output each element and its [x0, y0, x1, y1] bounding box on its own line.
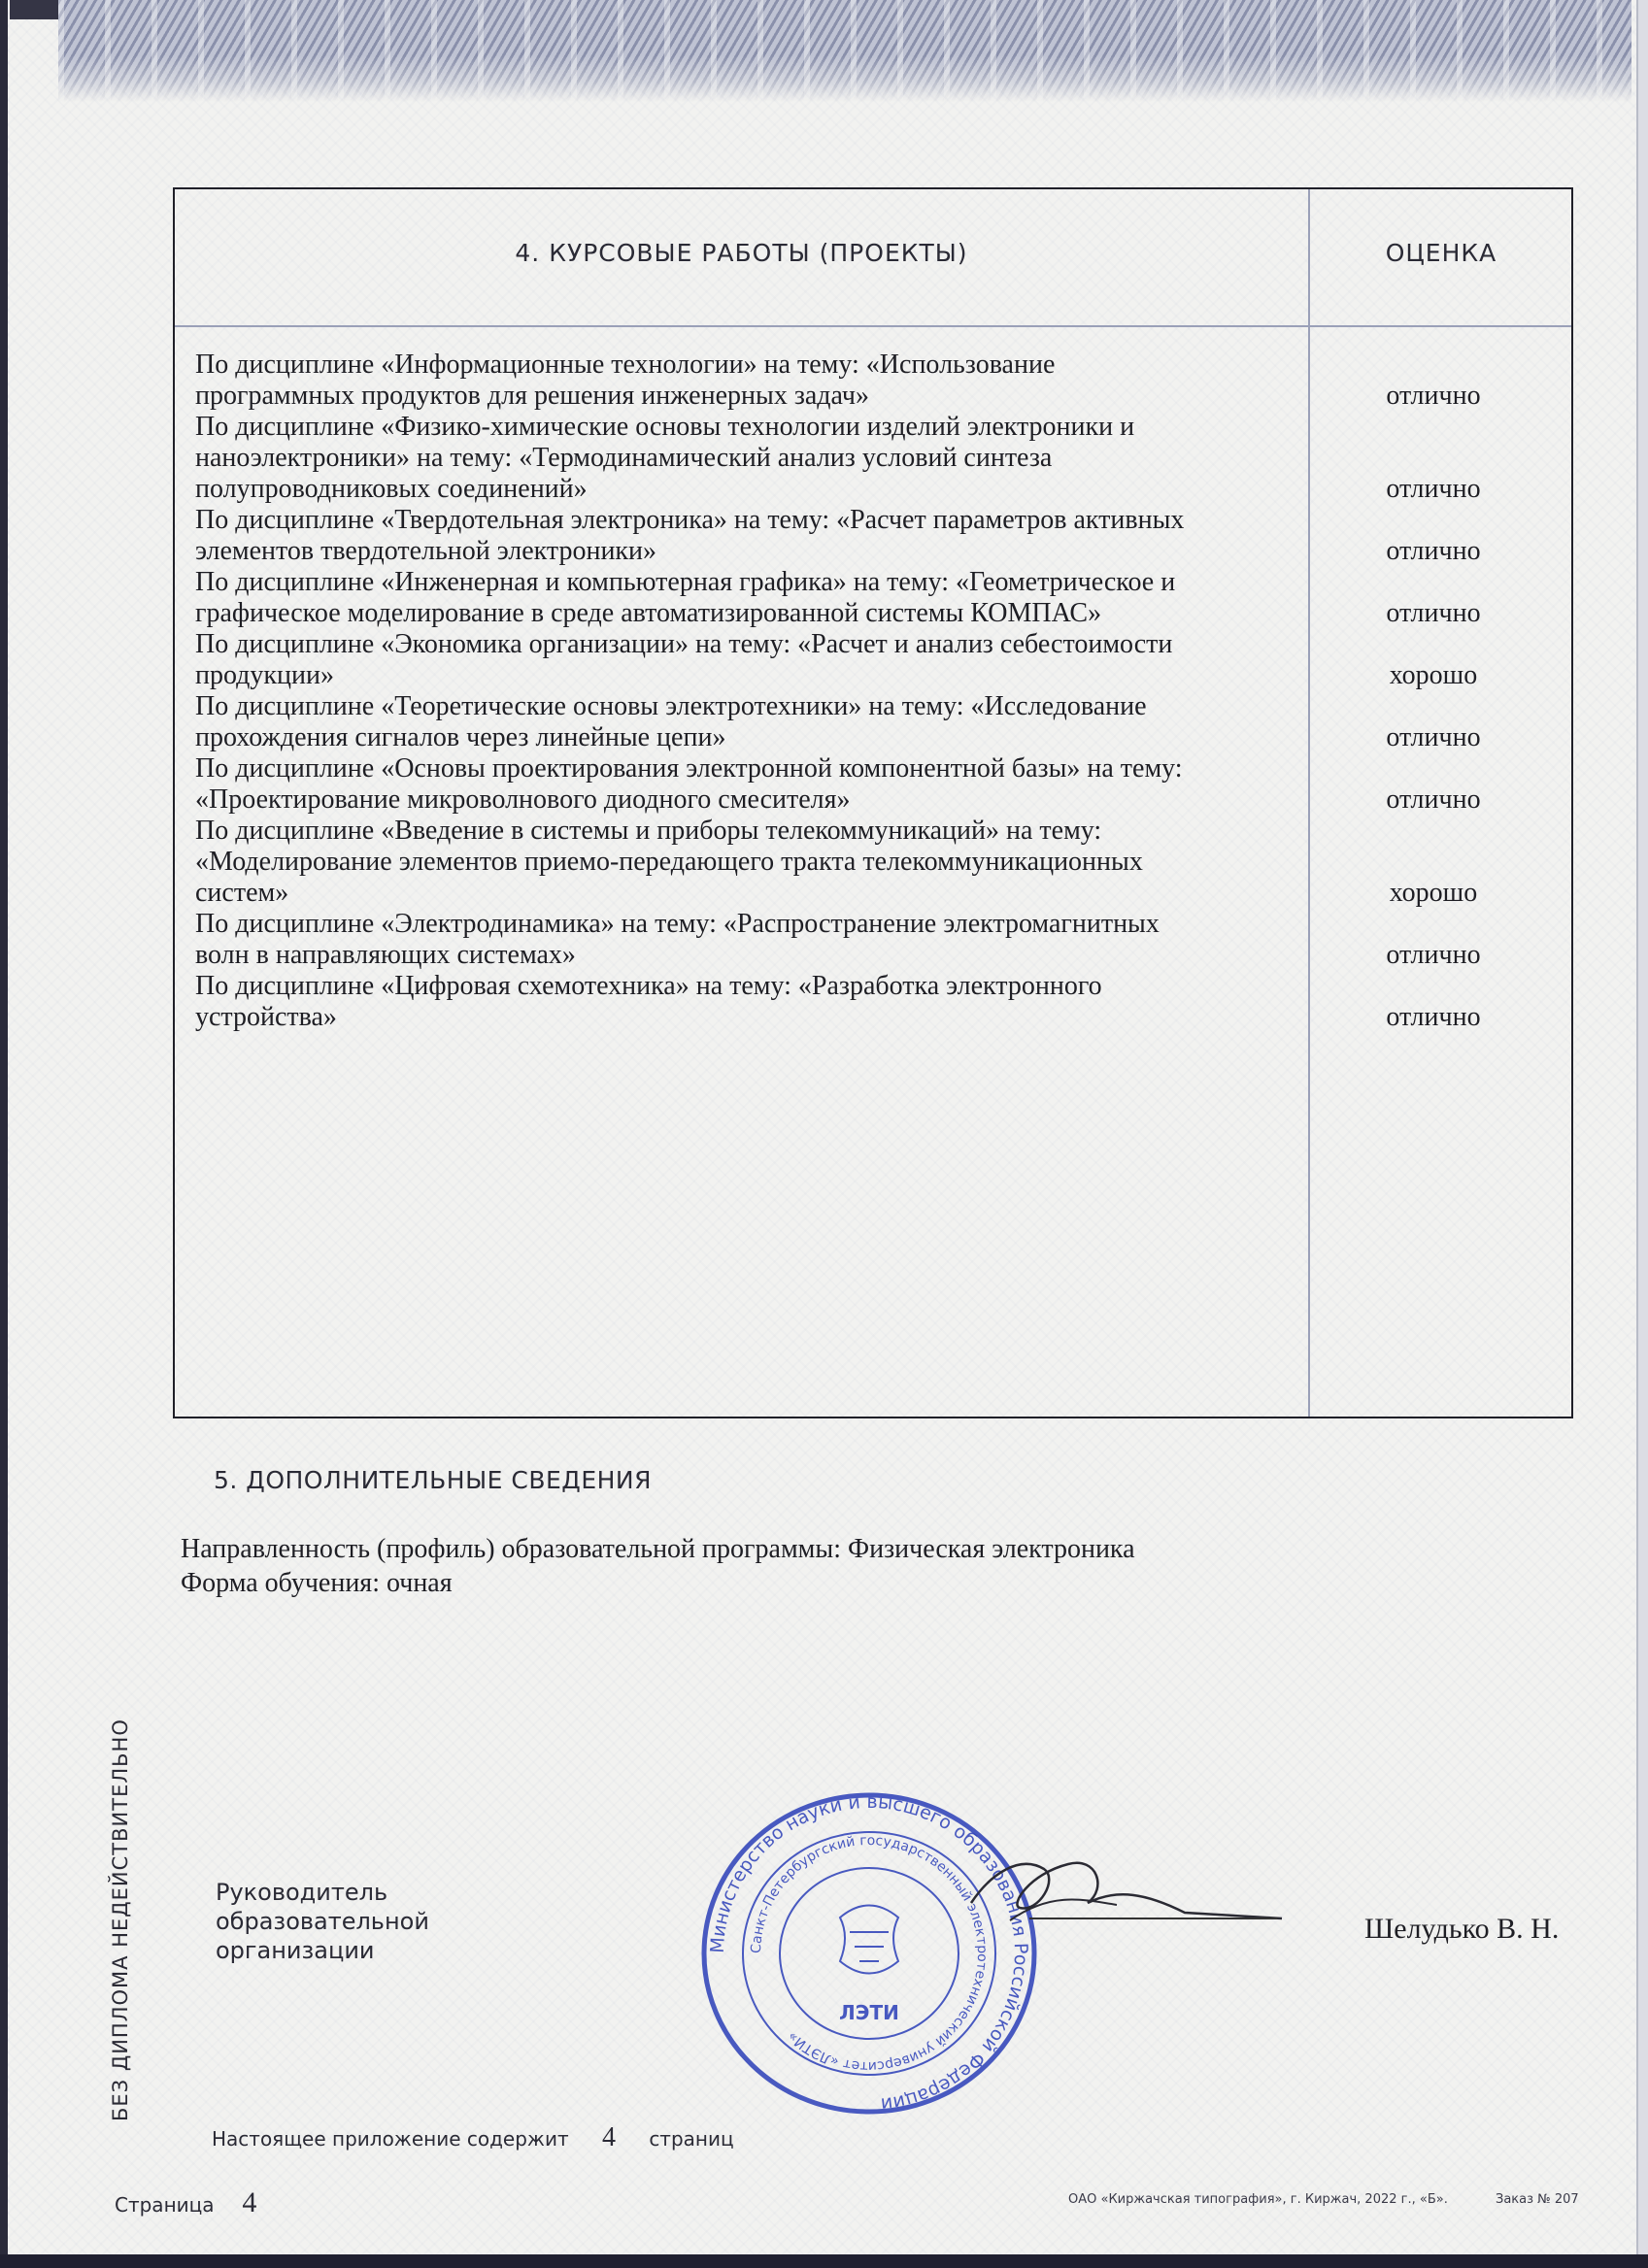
pages-note-after: страниц: [649, 2127, 734, 2151]
printer-imprint: ОАО «Киржачская типография», г. Киржач, 2022 г., «Б».: [1068, 2192, 1448, 2207]
signature-scribble: [952, 1835, 1301, 1942]
coursework-rows: [195, 350, 1560, 1033]
table-row: [195, 629, 1560, 691]
top-ornament-border: [58, 0, 1631, 102]
coursework-grade: отлично: [1386, 474, 1481, 504]
seal-inner-text: Санкт-Петербургский государственный электротехнический университет «ЛЭТИ»: [748, 1832, 991, 2075]
coursework-line: прохождения сигналов через линейные цепи»: [195, 722, 726, 752]
coursework-line: волн в направляющих системах»: [195, 940, 576, 970]
table-row: [195, 909, 1560, 971]
coursework-grade: отлично: [1386, 784, 1481, 815]
head-label-line-1: Руководитель образовательной: [216, 1879, 429, 1935]
coursework-table: [173, 187, 1573, 1418]
coursework-line: По дисциплине «Информационные технологии» на тему: «Использование: [195, 350, 1056, 380]
coursework-grade: хорошо: [1389, 660, 1478, 690]
footer-page-number: [115, 2186, 279, 2219]
coursework-grade: отлично: [1386, 381, 1481, 411]
seal-outer-text: Министерство науки и высшего образования Российской Федерации: [706, 1790, 1032, 2116]
table-header-divider: [175, 325, 1571, 327]
coursework-line: «Моделирование элементов приемо-передающего тракта телекоммуникационных: [195, 847, 1143, 877]
coursework-description: [195, 691, 1307, 753]
coursework-description: [195, 350, 1307, 412]
coursework-grade: отлично: [1386, 1002, 1481, 1032]
coursework-description: [195, 412, 1307, 505]
coursework-description: [195, 753, 1307, 816]
coursework-line: По дисциплине «Твердотельная электроника» на тему: «Расчет параметров активных: [195, 505, 1185, 535]
coursework-grade: хорошо: [1389, 878, 1478, 908]
additional-info: [181, 1532, 1135, 1600]
coursework-line: полупроводниковых соединений»: [195, 474, 588, 504]
table-row: [195, 971, 1560, 1033]
bottom-scan-edge: [0, 2254, 1648, 2268]
coursework-line: элементов твердотельной электроники»: [195, 536, 657, 566]
signature-line: [1029, 1918, 1277, 1919]
table-row: [195, 350, 1560, 412]
coursework-line: графическое моделирование в среде автоматизированной системы КОМПАС»: [195, 598, 1102, 628]
study-form-line: Форма обучения: очная: [181, 1568, 453, 1598]
coursework-description: [195, 909, 1307, 971]
section-5-title: 5. ДОПОЛНИТЕЛЬНЫЕ СВЕДЕНИЯ: [214, 1466, 653, 1494]
pages-count-note: [212, 2122, 734, 2153]
table-row: [195, 753, 1560, 816]
table-row: [195, 816, 1560, 909]
signer-name: Шелудько В. Н.: [1364, 1913, 1560, 1945]
page-number: 4: [242, 2186, 257, 2218]
coursework-line: По дисциплине «Электродинамика» на тему: «Распространение электромагнитных: [195, 909, 1160, 939]
coursework-line: систем»: [195, 878, 289, 908]
coursework-line: «Проектирование микроволнового диодного смесителя»: [195, 784, 851, 815]
coursework-description: [195, 971, 1307, 1033]
coursework-line: По дисциплине «Цифровая схемотехника» на тему: «Разработка электронного: [195, 971, 1102, 1001]
coursework-description: [195, 629, 1307, 691]
coursework-grade: отлично: [1386, 598, 1481, 628]
coursework-line: устройства»: [195, 1002, 337, 1032]
right-scan-edge: [1636, 0, 1648, 2268]
coursework-grade: отлично: [1386, 536, 1481, 566]
coursework-grade: отлично: [1386, 940, 1481, 970]
pages-count: 4: [601, 2122, 616, 2152]
table-row: [195, 505, 1560, 567]
coursework-line: По дисциплине «Теоретические основы электротехники» на тему: «Исследование: [195, 691, 1147, 721]
page-label: Страница: [115, 2193, 215, 2217]
coursework-line: По дисциплине «Введение в системы и приборы телекоммуникаций» на тему:: [195, 816, 1102, 846]
coursework-line: продукции»: [195, 660, 334, 690]
table-row: [195, 691, 1560, 753]
coursework-line: По дисциплине «Инженерная и компьютерная графика» на тему: «Геометрическое и: [195, 567, 1176, 597]
coursework-line: По дисциплине «Основы проектирования электронной компонентной базы» на тему:: [195, 753, 1183, 784]
coursework-description: [195, 567, 1307, 629]
coursework-description: [195, 816, 1307, 909]
head-of-organization-label: [216, 1878, 604, 1965]
coursework-table-title: 4. КУРСОВЫЕ РАБОТЫ (ПРОЕКТЫ): [515, 238, 968, 267]
coursework-line: программных продуктов для решения инженерных задач»: [195, 381, 869, 411]
coursework-line: наноэлектроники» на тему: «Термодинамический анализ условий синтеза: [195, 443, 1053, 473]
invalid-without-diploma-note: БЕЗ ДИПЛОМА НЕДЕЙСТВИТЕЛЬНО: [109, 1718, 132, 2121]
grade-column-header: ОЦЕНКА: [1385, 238, 1497, 267]
coursework-line: По дисциплине «Экономика организации» на тему: «Расчет и анализ себестоимости: [195, 629, 1173, 659]
table-row: [195, 567, 1560, 629]
table-row: [195, 412, 1560, 505]
head-label-line-2: организации: [216, 1937, 375, 1964]
coursework-description: [195, 505, 1307, 567]
seal-center-text: ЛЭТИ: [839, 2001, 899, 2024]
program-profile-line: Направленность (профиль) образовательной программы: Физическая электроника: [181, 1534, 1135, 1564]
coursework-line: По дисциплине «Физико-химические основы технологии изделий электроники и: [195, 412, 1135, 442]
order-number: Заказ № 207: [1496, 2192, 1579, 2207]
coursework-grade: отлично: [1386, 722, 1481, 752]
pages-note-before: Настоящее приложение содержит: [212, 2127, 569, 2151]
left-scan-edge: [0, 0, 8, 2268]
